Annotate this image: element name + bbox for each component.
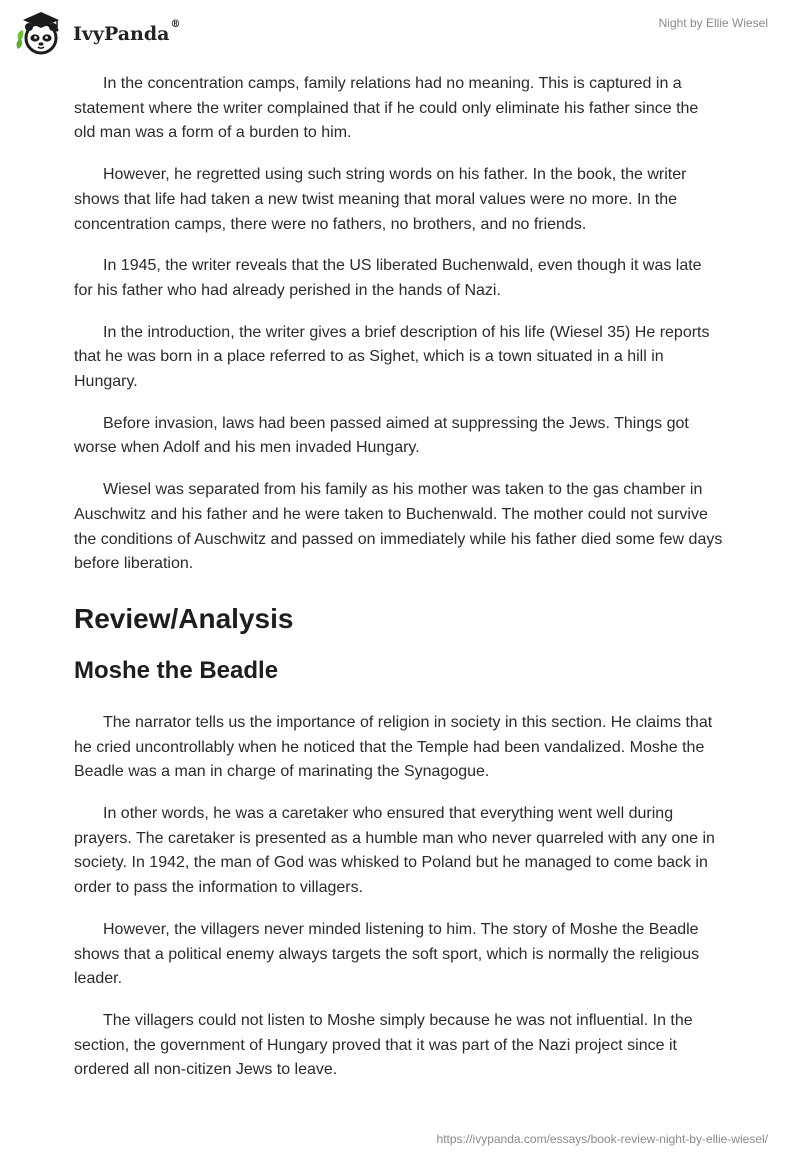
- ivypanda-logo[interactable]: [15, 9, 180, 57]
- paragraph: In the concentration camps, family relations had no meaning. This is captured in a statement where the writer complained that if he could only eliminate his father since the old man was a form of a burden to him.: [74, 75, 699, 142]
- essay-body: [74, 72, 724, 1100]
- paragraph: However, the villagers never minded listening to him. The story of Moshe the Beadle shows that a political enemy always targets the soft sport, which is normally the religious leader.: [74, 920, 700, 988]
- paragraph: However, he regretted using such string words on his father. In the book, the writer shows that life had taken a new twist meaning that moral values were no more. In the concentration camps, there were no fathers, no brothers, and no friends.: [74, 166, 687, 233]
- paragraph: In the introduction, the writer gives a brief description of his life (Wiesel 35) He reports that he was born in a place referred to as Sighet, which is a town situated in a hill in Hungary.: [74, 323, 710, 391]
- paragraph: The narrator tells us the importance of religion in society in this section. He claims that he cried uncontrollably when he noticed that the Temple had been vandalized. Moshe the Beadle was a man in charge of marinating the Synagogue.: [74, 713, 713, 781]
- paragraph: The villagers could not listen to Moshe simply because he was not influential. In the section, the government of Hungary proved that it was part of the Nazi project since it ordered all non-citizen Jews to leave.: [74, 1011, 693, 1079]
- logo-registered-mark: ®: [170, 19, 181, 30]
- document-title: Night by Ellie Wiesel: [658, 16, 768, 30]
- paragraph: Before invasion, laws had been passed aimed at suppressing the Jews. Things got worse when Adolf and his men invaded Hungary.: [74, 414, 689, 457]
- panda-graduate-icon: [15, 9, 63, 57]
- section-heading: Review/Analysis: [74, 602, 294, 634]
- logo-name: IvyPanda: [73, 23, 170, 45]
- paragraph: In 1945, the writer reveals that the US liberated Buchenwald, even though it was late for his father who had already perished in the hands of Nazi.: [74, 257, 702, 299]
- source-url[interactable]: https://ivypanda.com/essays/book-review-night-by-ellie-wiesel/: [436, 1132, 768, 1146]
- paragraph: Wiesel was separated from his family as his mother was taken to the gas chamber in Auschwitz and his father and he were taken to Buchenwald. The mother could not survive the conditions of Auschwitz and passed on immediately while his father died some few days before liberation.: [74, 481, 723, 573]
- page-header: [0, 0, 800, 62]
- subsection-heading: Moshe the Beadle: [74, 656, 279, 684]
- paragraph: In other words, he was a caretaker who ensured that everything went well during prayers. The caretaker is presented as a humble man who never quarreled with any one in society. In 1942, the man of God was whisked to Poland but he managed to come back in order to pass the information to villagers.: [74, 805, 715, 897]
- logo-wordmark: [73, 19, 181, 45]
